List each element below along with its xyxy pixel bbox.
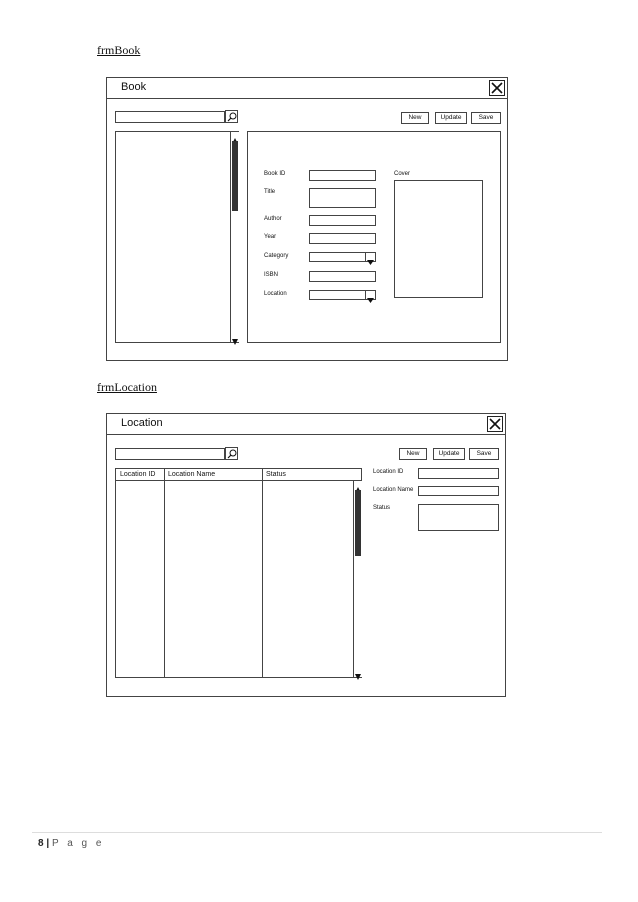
label-author: Author [264,216,282,222]
column-header[interactable]: Status [266,471,286,478]
location-new-button[interactable]: New [399,448,427,460]
location-titlebar [107,414,505,435]
book-new-button[interactable]: New [401,112,429,124]
label-category: Category [264,253,289,259]
location-grid-header [116,469,361,481]
footer-separator: | [46,838,50,849]
page-number: 8 [38,838,44,849]
location-grid-scrollbar[interactable] [353,481,362,677]
book-titlebar [107,78,507,99]
chevron-down-icon[interactable] [365,291,375,299]
location-update-button[interactable]: Update [433,448,465,460]
label-location-id: Location ID [373,469,404,475]
label-title: Title [264,189,276,195]
location-id-field[interactable] [418,468,499,479]
location-name-field[interactable] [418,486,499,496]
book-details-panel [247,131,501,343]
column-header[interactable]: Location ID [120,471,156,478]
book-window [106,77,508,361]
cover-image-box[interactable] [394,180,483,298]
search-icon[interactable] [225,447,238,460]
label-isbn: ISBN [264,272,279,278]
footer-rule [32,832,602,833]
location-window-title: Location [121,417,163,429]
heading-frmlocation: frmLocation [97,380,157,394]
label-book-id: Book ID [264,171,286,177]
scroll-thumb[interactable] [232,141,238,211]
year-field[interactable] [309,233,376,244]
scroll-up-arrow-icon[interactable] [354,481,362,489]
label-location-name: Location Name [373,487,414,493]
chevron-down-icon[interactable] [365,253,375,261]
book-search-input[interactable] [115,111,225,123]
book-update-button[interactable]: Update [435,112,467,124]
label-year: Year [264,234,277,240]
book-list-scrollbar[interactable] [230,132,239,342]
close-icon[interactable] [489,80,505,96]
search-icon[interactable] [225,110,238,123]
status-field[interactable] [418,504,499,531]
close-icon[interactable] [487,416,503,432]
location-grid[interactable] [115,468,362,678]
column-header[interactable]: Location Name [168,471,216,478]
column-divider [262,469,263,677]
title-field[interactable] [309,188,376,208]
location-search-input[interactable] [115,448,225,460]
location-window [106,413,506,697]
book-id-field[interactable] [309,170,376,181]
scroll-down-arrow-icon[interactable] [231,333,239,341]
label-cover: Cover [394,171,411,177]
location-select[interactable] [309,290,376,300]
page-word: P a g e [51,838,105,849]
author-field[interactable] [309,215,376,226]
category-select[interactable] [309,252,376,262]
scroll-thumb[interactable] [355,490,361,556]
book-window-title: Book [121,81,147,93]
scroll-up-arrow-icon[interactable] [231,132,239,140]
isbn-field[interactable] [309,271,376,282]
heading-frmbook: frmBook [97,43,141,57]
label-location: Location [264,291,287,297]
scroll-down-arrow-icon[interactable] [354,668,362,676]
book-list[interactable] [115,131,239,343]
column-divider [164,469,165,677]
location-save-button[interactable]: Save [469,448,499,460]
book-save-button[interactable]: Save [471,112,501,124]
label-status: Status [373,505,391,511]
page-footer [38,838,104,849]
